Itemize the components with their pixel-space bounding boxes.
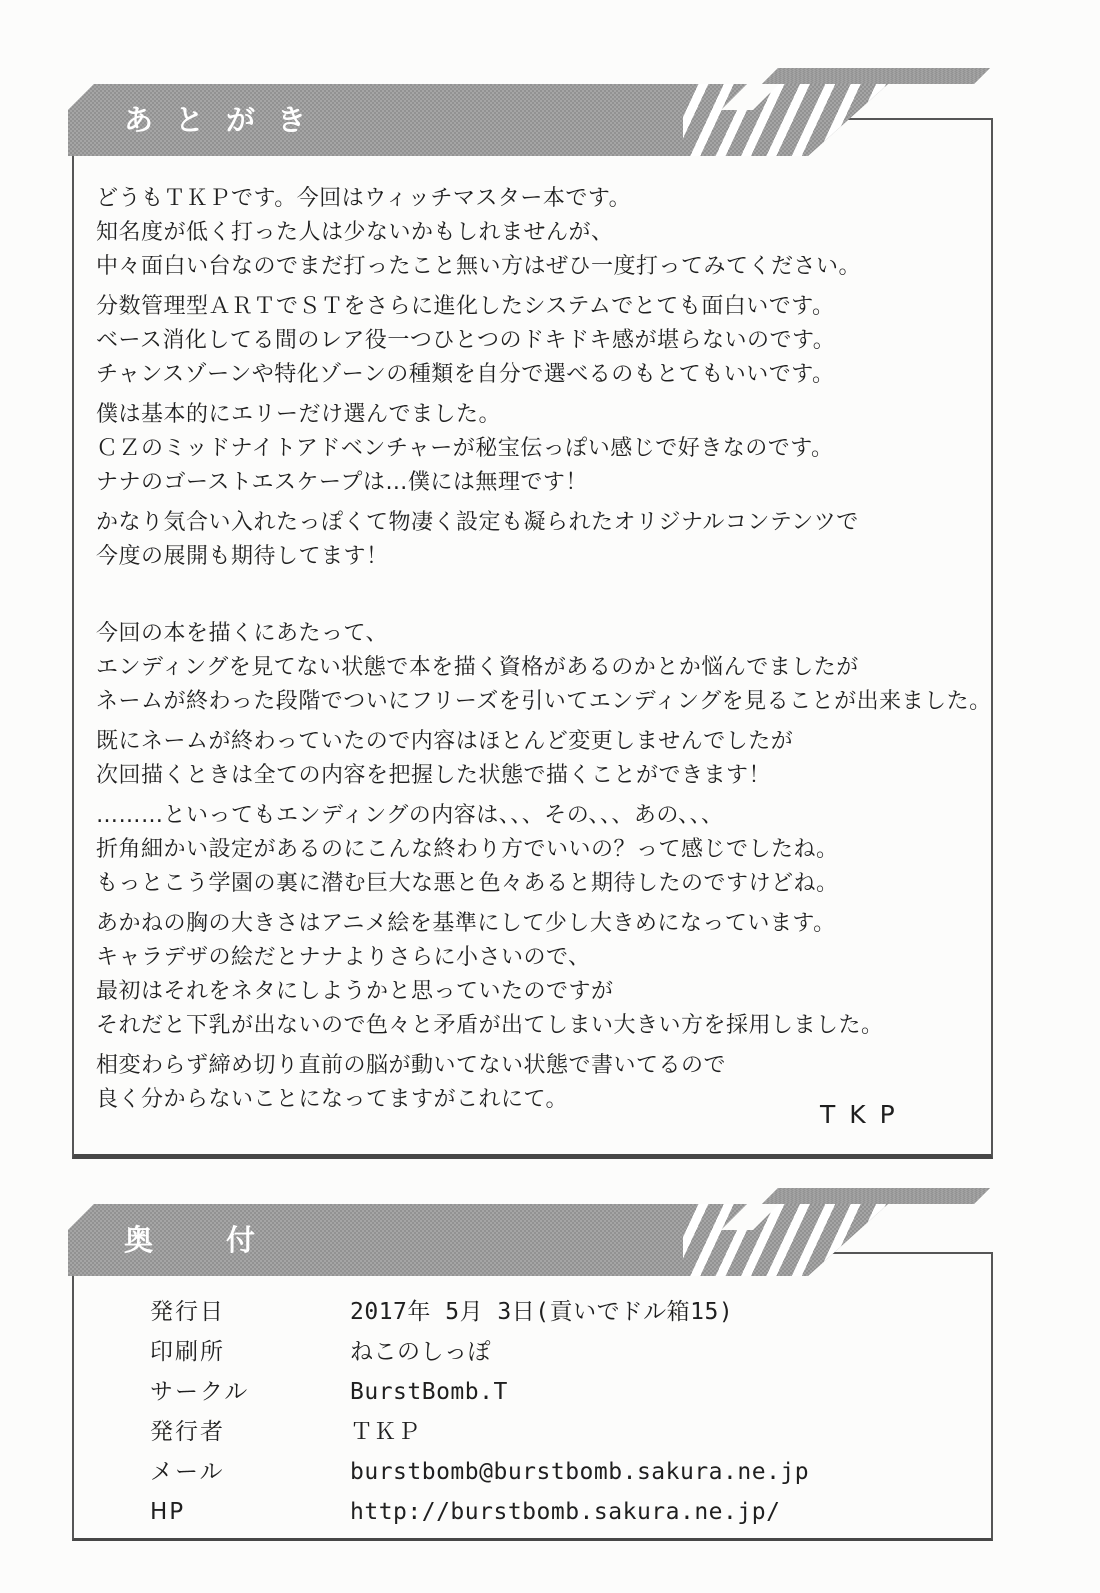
colophon-value: 2017年 5月 3日(貢いでドル箱15) — [350, 1299, 734, 1325]
diagonal-stripes-icon — [683, 84, 888, 156]
text-line: 今回の本を描くにあたって、 — [96, 621, 389, 646]
colophon-rows — [150, 1292, 950, 1532]
colophon-label: メール — [150, 1459, 225, 1485]
text-line: 良く分からないことになってますがこれにて。 — [96, 1087, 569, 1112]
text-line: 今度の展開も期待してます！ — [96, 544, 389, 569]
text-line: もっとこう学園の裏に潜む巨大な悪と色々あると期待したのですけどね。 — [96, 871, 839, 896]
afterword-paragraph — [96, 398, 976, 500]
afterword-banner-title: あとがき — [124, 103, 329, 137]
text-line: あかねの胸の大きさはアニメ絵を基準にして少し大きめになっています。 — [96, 911, 836, 936]
text-line: 次回描くときは全ての内容を把握した状態で描くことができます！ — [96, 763, 772, 788]
text-line: 僕は基本的にエリーだけ選んでました。 — [96, 402, 502, 427]
afterword-paragraph — [96, 506, 976, 574]
text-line: 相変わらず締め切り直前の脳が動いてない状態で書いてるので — [96, 1053, 727, 1078]
colophon-row — [150, 1292, 950, 1332]
colophon-row — [150, 1412, 950, 1452]
afterword-paragraph — [96, 617, 992, 719]
colophon-value: ねこのしっぽ — [350, 1339, 491, 1365]
text-line: エンディングを見てない状態で本を描く資格があるのかとか悩んでましたが — [96, 655, 859, 680]
colophon-value: burstbomb@burstbomb.sakura.ne.jp — [350, 1459, 810, 1485]
text-line: 既にネームが終わっていたので内容はほとんど変更しませんでしたが — [96, 729, 794, 754]
banner-top-piece — [762, 68, 990, 84]
colophon-label: HP — [150, 1499, 186, 1525]
text-line: 中々面白い台なのでまだ打ったこと無い方はぜひ一度打ってみてください。 — [96, 254, 862, 279]
colophon-banner-title: 奥 付 — [124, 1223, 278, 1257]
colophon-banner — [68, 1188, 913, 1280]
text-line: 最初はそれをネタにしようかと思っていたのですが — [96, 979, 614, 1004]
colophon-value: BurstBomb.T — [350, 1379, 508, 1405]
text-line: 折角細かい設定があるのにこんな終わり方でいいの？って感じでしたね。 — [96, 837, 839, 862]
colophon-label: 発行日 — [150, 1299, 225, 1325]
colophon-label: サークル — [150, 1379, 250, 1405]
colophon-label: 印刷所 — [150, 1339, 225, 1365]
text-line: ＣＺのミッドナイトアドベンチャーが秘宝伝っぽい感じで好きなのです。 — [96, 436, 834, 461]
author-signature: TKP — [820, 1100, 909, 1129]
afterword-text — [96, 182, 992, 1123]
diagonal-stripes-icon — [683, 1204, 888, 1276]
afterword-paragraph — [96, 907, 976, 1043]
text-line: 分数管理型ＡＲＴでＳＴをさらに進化したシステムでとても面白いです。 — [96, 294, 835, 319]
text-line: チャンスゾーンや特化ゾーンの種類を自分で選べるのもとてもいいです。 — [96, 362, 835, 387]
afterword-paragraph — [96, 290, 976, 392]
colophon-value: http://burstbomb.sakura.ne.jp/ — [350, 1499, 781, 1525]
text-line: ナナのゴーストエスケープは…僕には無理です！ — [96, 470, 588, 495]
banner-top-piece — [762, 1188, 990, 1204]
afterword-banner — [68, 68, 913, 160]
text-line: ………といってもエンディングの内容は、、、その、、、あの、、、 — [96, 803, 724, 828]
text-line: キャラデザの絵だとナナよりさらに小さいので、 — [96, 945, 591, 970]
afterword-paragraph — [96, 799, 976, 901]
text-line: それだと下乳が出ないので色々と矛盾が出てしまい大きい方を採用しました。 — [96, 1013, 884, 1038]
colophon-row — [150, 1492, 950, 1532]
colophon-row — [150, 1332, 950, 1372]
text-line: ベース消化してる間のレア役一つひとつのドキドキ感が堪らないのです。 — [96, 328, 836, 353]
text-line: かなり気合い入れたっぽくて物凄く設定も凝られたオリジナルコンテンツで — [96, 510, 859, 535]
colophon-row — [150, 1452, 950, 1492]
colophon-label: 発行者 — [150, 1419, 225, 1445]
colophon-value: ＴＫＰ — [350, 1419, 421, 1445]
afterword-paragraph — [96, 182, 976, 284]
afterword-paragraph — [96, 725, 976, 793]
text-line: ネームが終わった段階でついにフリーズを引いてエンディングを見ることが出来ました。 — [96, 689, 992, 714]
colophon-row — [150, 1372, 950, 1412]
text-line: 知名度が低く打った人は少ないかもしれませんが、 — [96, 220, 614, 245]
text-line: どうもＴＫＰです。今回はウィッチマスター本です。 — [96, 186, 632, 211]
